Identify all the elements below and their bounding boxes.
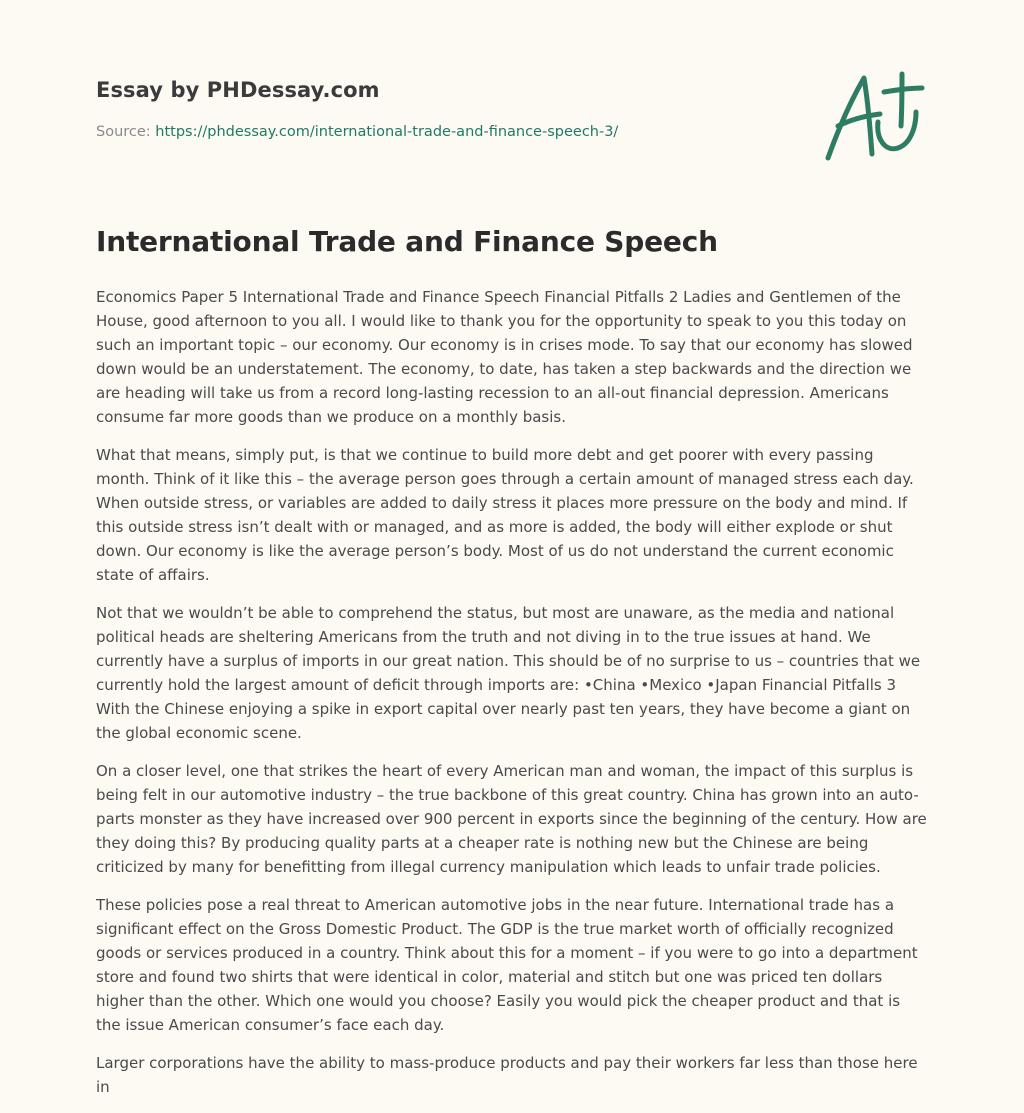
essay-paragraph: These policies pose a real threat to American automotive jobs in the near future. International trade has a significant effect on the Gross Domestic Product. The GDP is the true market worth of officially recognized goods or services produced in a country. Think about this for a moment – if you were to go into a department store and found two shirts that were identical in color, material and stitch but one was priced ten dollars higher than the other. Which one would you choose? Easily you would pick the cheaper product and that is the issue American consumer’s face each day. (96, 896, 918, 1034)
essay-paragraph: Not that we wouldn’t be able to comprehend the status, but most are unaware, as the media and national political heads are sheltering Americans from the truth and not diving in to the true issues at hand. We currently have a surplus of imports in our great nation. This should be of no surprise to us – countries that we currently hold the largest amount of deficit through imports are: •China •Mexico •Japan Financial Pitfalls 3 With the Chinese enjoying a spike in export capital over nearly past ten years, they have become a giant on the global economic scene. (96, 604, 921, 742)
site-brand: Essay by PHDessay.com (96, 78, 380, 102)
essay-paragraph: Economics Paper 5 International Trade and Finance Speech Financial Pitfalls 2 Ladies and Gentlemen of the House, good afternoon to you all. I would like to thank you for the opportunity to speak to you this today on such an important topic – our economy. Our economy is in crises mode. To say that our economy has slowed down would be an understatement. The economy, to date, has taken a step backwards and the direction we are heading will take us from a record long-lasting recession to an all-out financial depression. Americans consume far more goods than we produce on a monthly basis. (96, 288, 913, 426)
a-plus-grade-icon (824, 68, 926, 164)
source-label: Source: (96, 124, 156, 140)
essay-body (96, 285, 928, 1113)
essay-paragraph: Larger corporations have the ability to mass-produce products and pay their workers far less than those here in (96, 1054, 918, 1096)
essay-paragraph: What that means, simply put, is that we continue to build more debt and get poorer with every passing month. Think of it like this – the average person goes through a certain amount of managed stress each day. When outside stress, or variables are added to daily stress it places more pressure on the body and mind. If this outside stress isn’t dealt with or managed, and as more is added, the body will either explode or shut down. Our economy is like the average person’s body. Most of us do not understand the current economic state of affairs. (96, 446, 914, 584)
source-link[interactable]: https://phdessay.com/international-trade-and-finance-speech-3/ (155, 124, 619, 140)
source-line (96, 124, 618, 140)
essay-paragraph: On a closer level, one that strikes the heart of every American man and woman, the impact of this surplus is being felt in our automotive industry – the true backbone of this great country. China has grown into an auto-parts monster as they have increased over 900 percent in exports since the beginning of the century. How are they doing this? By producing quality parts at a cheaper rate is nothing new but the Chinese are being criticized by many for benefitting from illegal currency manipulation which leads to unfair trade policies. (96, 762, 927, 876)
essay-title: International Trade and Finance Speech (96, 225, 718, 258)
